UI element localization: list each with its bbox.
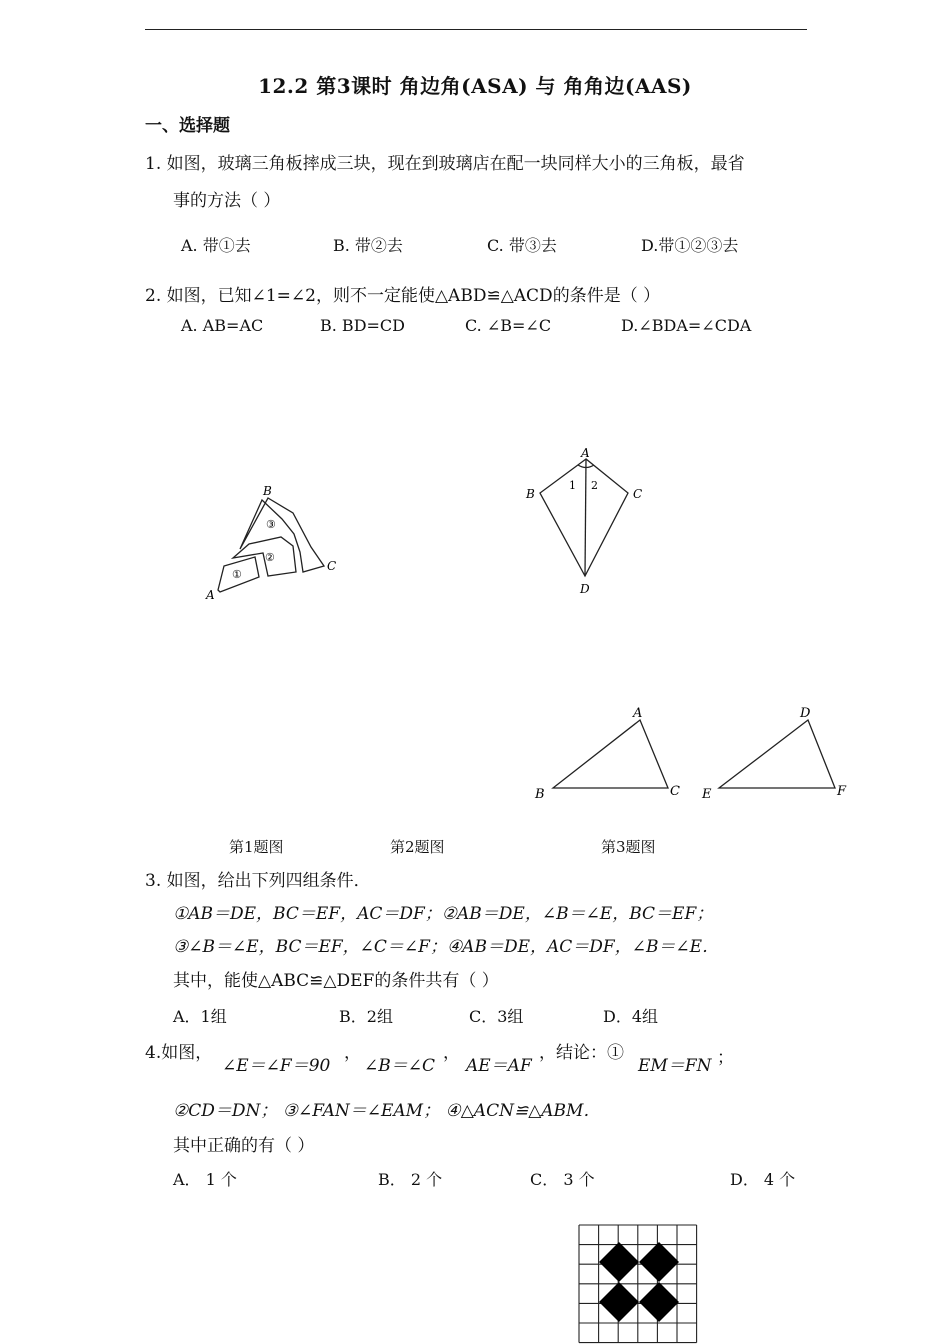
q4-condition-angles-e-f: ∠E＝∠F＝90	[222, 1056, 331, 1076]
figure-2-kite	[520, 440, 650, 600]
fig1-piece-3: ③	[266, 518, 276, 531]
fig2-label-a: A	[581, 446, 590, 460]
q4-conclusions-2-4: ②CD＝DN； ③∠FAN＝∠EAM； ④△ACN≌△ABM．	[173, 1101, 601, 1121]
fig2-label-d: D	[580, 582, 590, 596]
q3-conditions-line1	[173, 899, 713, 924]
fig3-label-e: E	[702, 787, 712, 802]
fig1-label-c: C	[327, 559, 337, 573]
figure-grid-squares	[578, 1224, 698, 1344]
q4-separator-2: ，	[443, 1043, 460, 1063]
q4-condition-ae-af: AE＝AF	[466, 1056, 532, 1076]
q4-option-a: A． 1 个	[173, 1170, 237, 1189]
q4-option-c: C． 3 个	[530, 1170, 595, 1189]
q3-conditions-1-2: ①AB＝DE，BC＝EF，AC＝DF；②AB＝DE，∠B＝∠E，BC＝EF；	[173, 904, 714, 924]
q1-stem-line1: 1. 如图，玻璃三角板摔成三块，现在到玻璃店在配一块同样大小的三角板，最省	[145, 154, 745, 174]
fig1-label-b: B	[263, 484, 272, 498]
page-title: 12.2 第3课时 角边角(ASA) 与 角角边(AAS)	[258, 74, 692, 98]
q1-option-c: C. 带③去	[487, 236, 557, 255]
q4-semicolon: ；	[717, 1048, 734, 1068]
fig3-label-c: C	[670, 784, 680, 799]
q2-option-a: A. AB=AC	[181, 316, 264, 335]
fig1-piece-2: ②	[265, 551, 275, 564]
section-heading: 一、选择题	[145, 116, 230, 136]
q4-condition-angles-b-c: ∠B＝∠C	[364, 1056, 435, 1076]
q3-option-b: B．2组	[339, 1007, 393, 1026]
fig3-label-a: A	[633, 706, 643, 721]
q2-option-c: C. ∠B=∠C	[465, 316, 552, 335]
q4-question: 其中正确的有（ ）	[173, 1136, 315, 1156]
fig2-label-b: B	[526, 487, 535, 501]
figure-3-two-triangles	[530, 700, 855, 805]
q3-question: 其中，能使△ABC≌△DEF的条件共有（ ）	[173, 971, 499, 991]
q3-option-a: A．1组	[173, 1007, 227, 1026]
fig1-label-a: A	[206, 588, 215, 602]
fig2-angle-1: 1	[569, 479, 576, 492]
q1-option-a: A. 带①去	[181, 236, 251, 255]
q4-option-b: B． 2 个	[378, 1170, 443, 1189]
q3-stem: 3. 如图，给出下列四组条件．	[145, 871, 371, 891]
caption-figure-3: 第3题图	[601, 838, 656, 856]
fig3-label-d: D	[800, 706, 811, 721]
q3-conditions-line2	[173, 932, 719, 957]
header-rule	[145, 29, 807, 30]
fig3-label-b: B	[535, 787, 545, 802]
fig2-angle-2: 2	[591, 479, 598, 492]
q3-option-d: D．4组	[603, 1007, 659, 1026]
q1-option-b: B. 带②去	[333, 236, 403, 255]
figure-1-broken-triangle	[195, 478, 355, 608]
q2-stem: 2. 如图，已知∠1=∠2，则不一定能使△ABD≌△ACD的条件是（ ）	[145, 286, 661, 306]
q4-option-d: D． 4 个	[730, 1170, 796, 1189]
q1-option-d: D.带①②③去	[641, 236, 739, 255]
q4-separator-1: ，	[344, 1043, 361, 1063]
q2-option-d: D.∠BDA=∠CDA	[621, 316, 752, 335]
q3-conditions-3-4: ③∠B＝∠E，BC＝EF，∠C＝∠F；④AB＝DE，AC＝DF，∠B＝∠E．	[173, 937, 720, 957]
caption-figure-1: 第1题图	[229, 838, 284, 856]
q4-conclusion-1: EM＝FN	[638, 1056, 712, 1076]
q2-option-b: B. BD=CD	[320, 316, 405, 335]
q3-option-c: C．3组	[469, 1007, 524, 1026]
caption-figure-2: 第2题图	[390, 838, 445, 856]
fig3-label-f: F	[837, 784, 847, 799]
fig1-piece-1: ①	[232, 568, 242, 581]
q4-prefix: 4.如图，	[145, 1043, 213, 1063]
q4-conclusion-label: ，结论：①	[539, 1043, 624, 1063]
q1-stem-line2: 事的方法（ ）	[173, 191, 281, 211]
fig2-label-c: C	[633, 487, 643, 501]
